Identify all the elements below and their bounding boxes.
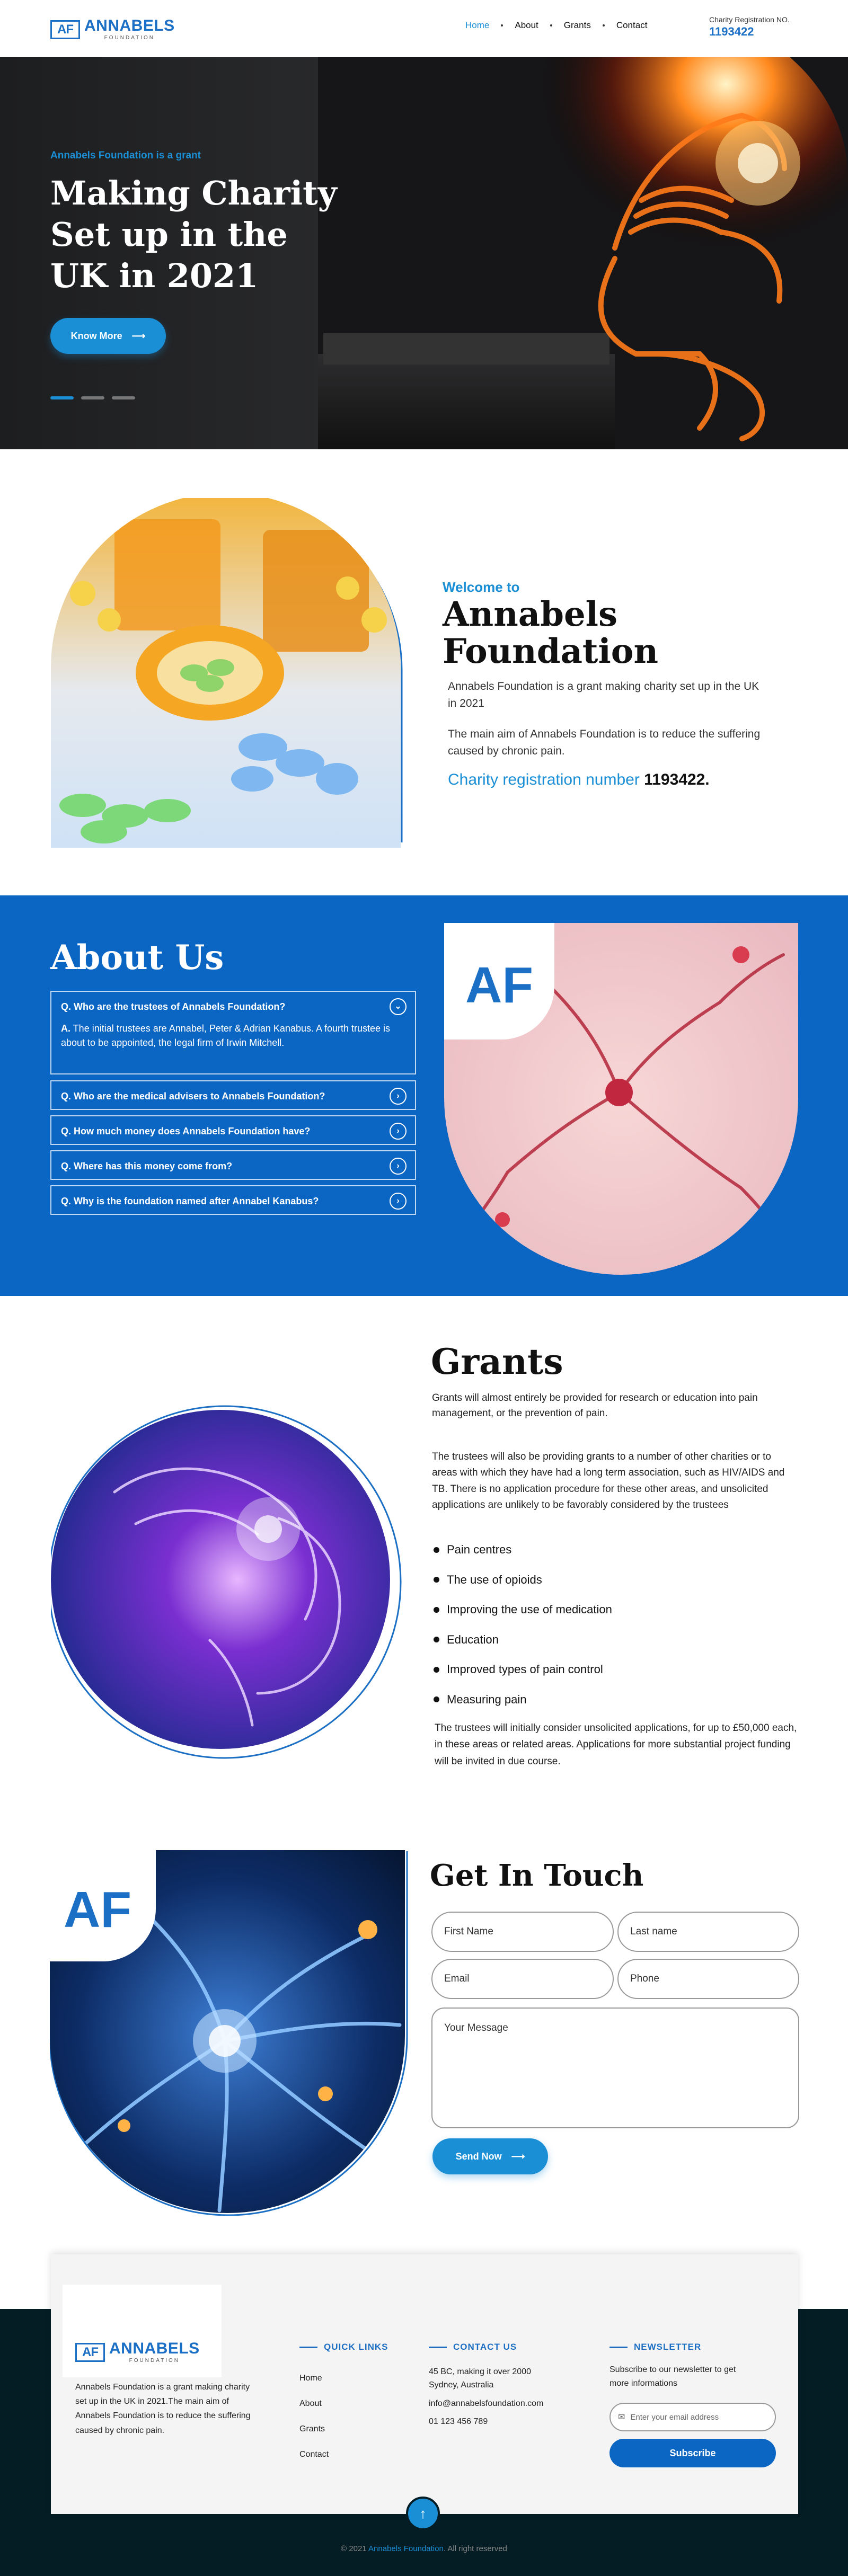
list-item: Pain centres	[434, 1535, 612, 1565]
faq-question: Q. Who are the trustees of Annabels Foundation?	[61, 1001, 286, 1012]
faq-item[interactable]	[50, 1150, 416, 1180]
slider-dot[interactable]	[50, 396, 74, 399]
registration-number: 1193422.	[644, 771, 710, 788]
copyright-brand[interactable]: Annabels Foundation	[368, 2544, 444, 2553]
phone-field[interactable]	[617, 1959, 799, 1999]
neuron-cell-image	[50, 1850, 408, 2216]
chevron-right-icon[interactable]: ›	[390, 1088, 407, 1105]
charity-registration	[709, 15, 790, 40]
footer-description: Annabels Foundation is a grant making charity set up in the UK in 2021.The main aim of Annabels Foundation is to reduce the suffering caused by chronic pain.	[75, 2383, 251, 2435]
grants-title: Grants	[431, 1341, 563, 1382]
nav-home[interactable]: Home	[465, 20, 490, 30]
neurons-image	[444, 923, 798, 1275]
last-name-field[interactable]	[617, 1912, 799, 1952]
hero-title: Making Charity Set up in the UK in 2021	[50, 174, 337, 296]
mail-icon: ✉	[618, 2413, 625, 2422]
footer-phone[interactable]: 01 123 456 789	[429, 2417, 488, 2427]
grants-intro: Grants will almost entirely be provided for research or education into pain management, or the prevention of pain.	[432, 1392, 758, 1419]
first-name-field[interactable]	[431, 1912, 614, 1952]
nav-grants[interactable]: Grants	[563, 20, 591, 30]
svg-text:AF: AF	[465, 957, 533, 1014]
copyright-suffix: . All right reserved	[443, 2544, 507, 2553]
logo-mark: AF	[50, 20, 80, 39]
faq-item[interactable]	[50, 1115, 416, 1145]
newsletter-title: NEWSLETTER	[634, 2342, 702, 2352]
chevron-right-icon[interactable]: ›	[390, 1193, 407, 1210]
footer-link-contact[interactable]: Contact	[299, 2450, 329, 2459]
arrow-right-icon: ⟶	[511, 2151, 525, 2162]
list-item: Improving the use of medication	[434, 1595, 612, 1625]
quick-links-list	[299, 2366, 329, 2467]
svg-text:AF: AF	[64, 1881, 131, 1938]
newsletter-email-input[interactable]	[630, 2413, 757, 2422]
contact-title: Get In Touch	[430, 1858, 644, 1893]
message-field[interactable]	[431, 2007, 799, 2128]
welcome-registration	[448, 771, 710, 789]
logo-mark: AF	[75, 2343, 105, 2362]
email-field[interactable]	[431, 1959, 614, 1999]
newsletter-heading	[610, 2342, 701, 2352]
arrow-up-icon: ↑	[419, 2505, 427, 2521]
faq-item-open[interactable]	[50, 991, 416, 1074]
footer-link-about[interactable]: About	[299, 2399, 322, 2408]
quick-links-heading	[299, 2342, 388, 2352]
scroll-to-top-button[interactable]	[406, 2497, 440, 2530]
logo-name: ANNABELS	[109, 2340, 200, 2357]
site-header	[0, 0, 848, 57]
slider-dots	[50, 396, 135, 399]
copyright-year: © 2021	[341, 2544, 367, 2553]
footer-logo[interactable]	[75, 2341, 200, 2364]
answer-label: A.	[61, 1023, 70, 1034]
contact-heading	[429, 2342, 517, 2352]
footer-link-grants[interactable]: Grants	[299, 2424, 325, 2433]
nav-separator	[603, 24, 605, 26]
main-nav	[465, 20, 647, 31]
reg-label: Charity Registration NO.	[709, 15, 790, 24]
copyright	[0, 2544, 848, 2553]
slider-dot[interactable]	[81, 396, 104, 399]
answer-text: The initial trustees are Annabel, Peter & Adrian Kanabus. A fourth trustee is about to be appointed, the legal firm of Irwin Mitchell.	[61, 1023, 391, 1048]
footer-link-home[interactable]: Home	[299, 2374, 322, 2383]
faq-answer	[51, 1021, 415, 1060]
grants-areas-list	[434, 1535, 612, 1715]
hero-kicker: Annabels Foundation is a grant	[50, 150, 201, 161]
grants-applications: The trustees will initially consider unsolicited applications, for up to £50,000 each, in these areas or related areas. Applications for more substantial project funding will be invited in due course.	[435, 1722, 797, 1767]
footer-contact-info	[429, 2366, 561, 2434]
reg-number: 1193422	[709, 25, 754, 39]
welcome-aim: The main aim of Annabels Foundation is to reduce the suffering caused by chronic pain.	[448, 728, 761, 757]
logo-sub: FOUNDATION	[104, 35, 155, 41]
list-item: The use of opioids	[434, 1565, 612, 1595]
newsletter-input-wrap	[610, 2403, 776, 2431]
welcome-intro: Annabels Foundation is a grant making charity set up in the UK in 2021	[448, 680, 759, 709]
know-more-button[interactable]	[50, 318, 166, 354]
quick-links-title: QUICK LINKS	[324, 2342, 388, 2352]
contact-us-title: CONTACT US	[453, 2342, 517, 2352]
chevron-right-icon[interactable]: ›	[390, 1158, 407, 1175]
logo-sub: FOUNDATION	[129, 2358, 180, 2364]
send-now-label: Send Now	[455, 2151, 502, 2162]
arrow-right-icon: ⟶	[131, 330, 146, 341]
subscribe-button[interactable]: Subscribe	[610, 2439, 776, 2467]
nav-separator	[501, 24, 503, 26]
list-item: Education	[434, 1625, 612, 1655]
faq-question: Q. How much money does Annabels Foundation have?	[61, 1125, 311, 1136]
hero-skeleton-image	[318, 57, 848, 449]
footer-email[interactable]: info@annabelsfoundation.com	[429, 2399, 544, 2408]
slider-dot[interactable]	[112, 396, 135, 399]
nav-about[interactable]: About	[515, 20, 538, 30]
faq-item[interactable]	[50, 1185, 416, 1215]
pills-image	[51, 498, 406, 848]
welcome-title: Annabels Foundation	[443, 594, 658, 672]
know-more-label: Know More	[70, 330, 122, 341]
faq-item[interactable]	[50, 1080, 416, 1110]
welcome-kicker: Welcome to	[443, 579, 520, 595]
list-item: Improved types of pain control	[434, 1655, 612, 1685]
footer-address: 45 BC, making it over 2000 Sydney, Australia	[429, 2367, 531, 2390]
nav-contact[interactable]: Contact	[616, 20, 648, 30]
grants-other: The trustees will also be providing grants to a number of other charities or to areas with which they have had a long term association, such as HIV/AIDS and TB. There is no application procedure for these other areas, and unsolicited applications are unlikely to be favorably considered by the trustees	[432, 1451, 785, 1511]
hero-banner	[0, 57, 848, 449]
newsletter-text: Subscribe to our newsletter to get more informations	[610, 2365, 736, 2388]
faq-question: Q. Why is the foundation named after Annabel Kanabus?	[61, 1195, 319, 1206]
chevron-right-icon[interactable]: ›	[390, 1123, 407, 1140]
registration-label: Charity registration number	[448, 771, 640, 788]
nav-separator	[550, 24, 552, 26]
faq-question: Q. Where has this money come from?	[61, 1160, 233, 1171]
brain-xray-image	[51, 1397, 403, 1767]
logo-name: ANNABELS	[84, 17, 175, 34]
site-logo[interactable]	[50, 18, 175, 41]
about-title: About Us	[50, 938, 224, 978]
faq-question: Q. Who are the medical advisers to Annabels Foundation?	[61, 1090, 325, 1102]
send-now-button[interactable]	[432, 2138, 548, 2174]
chevron-down-icon[interactable]: ⌄	[390, 998, 407, 1015]
list-item: Measuring pain	[434, 1685, 612, 1715]
